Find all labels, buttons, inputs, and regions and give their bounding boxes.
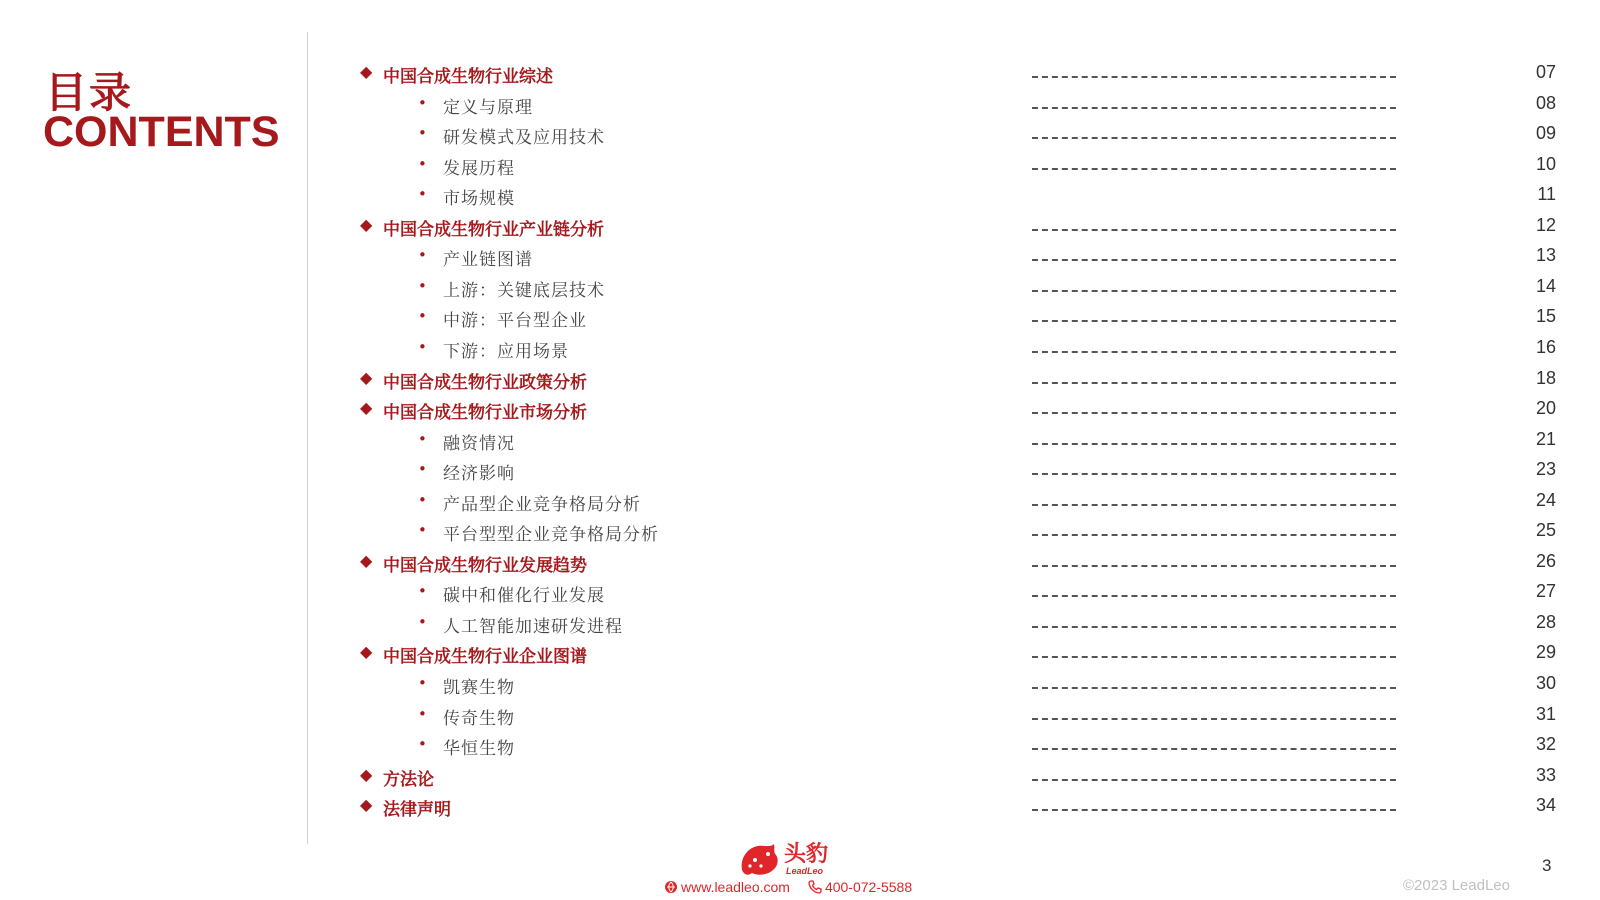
toc-label: 平台型型企业竞争格局分析 [443,525,659,546]
dotted-leader [1032,718,1396,720]
toc-page-number: 28 [1535,611,1556,632]
toc-page-number: 08 [1535,92,1556,113]
toc-label: 中国合成生物行业企业图谱 [383,647,587,668]
phone-icon [808,880,822,894]
toc-page-number: 30 [1535,673,1556,693]
footer-logo [738,840,828,880]
dot-bullet-icon: • [418,460,427,479]
dotted-leader [1032,443,1396,445]
dotted-leader [1032,656,1396,658]
toc-label: 中国合成生物行业发展趋势 [383,555,587,576]
diamond-bullet-icon: ◆ [360,795,373,815]
dotted-leader [1032,473,1396,475]
dotted-leader [1032,779,1396,781]
dotted-leader [1032,259,1396,261]
toc-subsection[interactable] [0,457,1600,487]
diamond-bullet-icon: ◆ [360,367,373,387]
dot-bullet-icon: • [418,490,427,509]
dotted-leader [1032,687,1396,689]
toc-page-number: 15 [1535,306,1556,327]
dot-bullet-icon: • [418,154,427,173]
dotted-leader [1032,534,1396,536]
page-title-en: CONTENTS [43,108,280,156]
diamond-bullet-icon: ◆ [360,550,373,570]
toc-page-number: 09 [1535,123,1556,144]
website-link[interactable]: www.leadleo.com [681,879,790,895]
toc-page-number: 26 [1535,550,1556,571]
toc-page-number: 25 [1535,520,1556,541]
toc-page-number: 23 [1535,459,1556,480]
toc-section[interactable] [0,396,1600,426]
dotted-leader [1032,595,1396,597]
dot-bullet-icon: • [418,704,427,723]
toc-label: 法律声明 [383,800,451,821]
toc-page-number: 18 [1535,367,1556,388]
toc-section[interactable] [0,366,1600,396]
dot-bullet-icon: • [418,521,427,540]
dotted-leader [1032,290,1396,292]
toc-subsection[interactable] [0,335,1600,365]
dot-bullet-icon: • [418,337,427,356]
dot-bullet-icon: • [418,429,427,448]
copyright: ©2023 LeadLeo [1403,877,1510,894]
toc-section[interactable] [0,213,1600,243]
toc-page-number: 21 [1535,428,1556,449]
toc-label: 定义与原理 [443,97,533,118]
toc-subsection[interactable] [0,243,1600,273]
toc-subsection[interactable] [0,579,1600,609]
toc-page-number: 07 [1535,62,1556,82]
toc-subsection[interactable] [0,702,1600,732]
toc-subsection[interactable] [0,274,1600,304]
diamond-bullet-icon: ◆ [360,62,373,81]
toc-page-number: 24 [1535,489,1556,510]
toc-label: 人工智能加速研发进程 [443,616,623,637]
toc-label: 融资情况 [443,433,515,454]
toc-page-number: 11 [1537,184,1556,205]
dot-bullet-icon: • [418,124,427,143]
toc-subsection[interactable] [0,671,1600,701]
dotted-leader [1032,809,1396,811]
footer-contact [664,879,912,895]
toc-subsection[interactable] [0,610,1600,640]
toc-label: 经济影响 [443,464,515,485]
toc-label: 传奇生物 [443,708,515,729]
page-title-cn: 目录 [45,68,134,117]
toc-subsection[interactable] [0,304,1600,334]
toc-subsection[interactable] [0,427,1600,457]
toc-page-number: 10 [1535,153,1556,174]
toc-subsection[interactable] [0,182,1600,212]
logo-subtitle: LeadLeo [786,866,824,876]
diamond-bullet-icon: ◆ [360,398,373,418]
toc-label: 市场规模 [443,189,515,210]
toc-subsection[interactable] [0,152,1600,182]
toc-page-number: 29 [1535,642,1556,663]
toc-label: 下游：应用场景 [443,341,569,362]
dot-bullet-icon: • [418,276,427,295]
dotted-leader [1032,137,1396,139]
toc-section[interactable] [0,640,1600,670]
dotted-leader [1032,320,1396,322]
dot-bullet-icon: • [418,185,427,204]
dotted-leader [1032,565,1396,567]
toc-label: 产品型企业竞争格局分析 [443,494,641,515]
dotted-leader [1032,351,1396,353]
dotted-leader [1032,748,1396,750]
web-icon [664,880,678,894]
toc-page-number: 34 [1535,795,1556,816]
dot-bullet-icon: • [418,582,427,601]
dot-bullet-icon: • [418,93,427,112]
toc-subsection[interactable] [0,518,1600,548]
dotted-leader [1032,626,1396,628]
toc-section[interactable] [0,549,1600,579]
dotted-leader [1032,504,1396,506]
toc-page-number: 31 [1535,703,1556,724]
dotted-leader [1032,229,1396,231]
dotted-leader [1032,412,1396,414]
phone-number[interactable]: 400-072-5588 [824,879,913,895]
toc-label: 中游：平台型企业 [443,311,587,332]
toc-label: 产业链图谱 [443,250,533,271]
toc-page-number: 16 [1535,336,1556,357]
toc-label: 凯赛生物 [443,678,515,698]
toc-section[interactable] [0,60,1600,90]
dot-bullet-icon: • [418,246,427,265]
dotted-leader [1032,168,1396,170]
toc-page-number: 12 [1535,214,1556,235]
toc-label: 华恒生物 [443,739,515,760]
diamond-bullet-icon: ◆ [360,642,373,662]
page-number: 3 [1542,856,1552,875]
diamond-bullet-icon: ◆ [360,214,373,234]
toc-subsection[interactable] [0,488,1600,518]
dotted-leader [1032,107,1396,109]
toc-page-number: 20 [1535,398,1556,419]
toc-subsection[interactable] [0,121,1600,151]
dot-bullet-icon: • [418,735,427,754]
toc-label: 中国合成生物行业政策分析 [383,372,587,393]
dot-bullet-icon: • [418,612,427,631]
toc-page-number: 27 [1535,581,1556,602]
toc-subsection[interactable] [0,732,1600,762]
toc-page-number: 13 [1535,245,1556,266]
dot-bullet-icon: • [418,307,427,326]
toc-label: 研发模式及应用技术 [443,128,605,149]
toc-page-number: 33 [1535,764,1556,785]
diamond-bullet-icon: ◆ [360,764,373,784]
toc-label: 方法论 [383,769,434,790]
dotted-leader [1032,76,1396,78]
toc-section[interactable] [0,793,1600,823]
toc-label: 中国合成生物行业产业链分析 [383,219,604,240]
toc-section[interactable] [0,763,1600,793]
dot-bullet-icon: • [418,674,427,692]
dotted-leader [1032,382,1396,384]
leopard-logo-icon [738,840,780,880]
toc-page-number: 32 [1535,734,1556,755]
toc-page-number: 14 [1535,275,1556,296]
toc-label: 中国合成生物行业市场分析 [383,403,587,424]
toc-label: 上游：关键底层技术 [443,280,605,301]
toc-label: 碳中和催化行业发展 [443,586,605,607]
toc-label: 发展历程 [443,158,515,179]
toc-subsection[interactable] [0,91,1600,121]
toc-label: 中国合成生物行业综述 [383,67,553,87]
logo-name: 头豹 [784,842,829,867]
